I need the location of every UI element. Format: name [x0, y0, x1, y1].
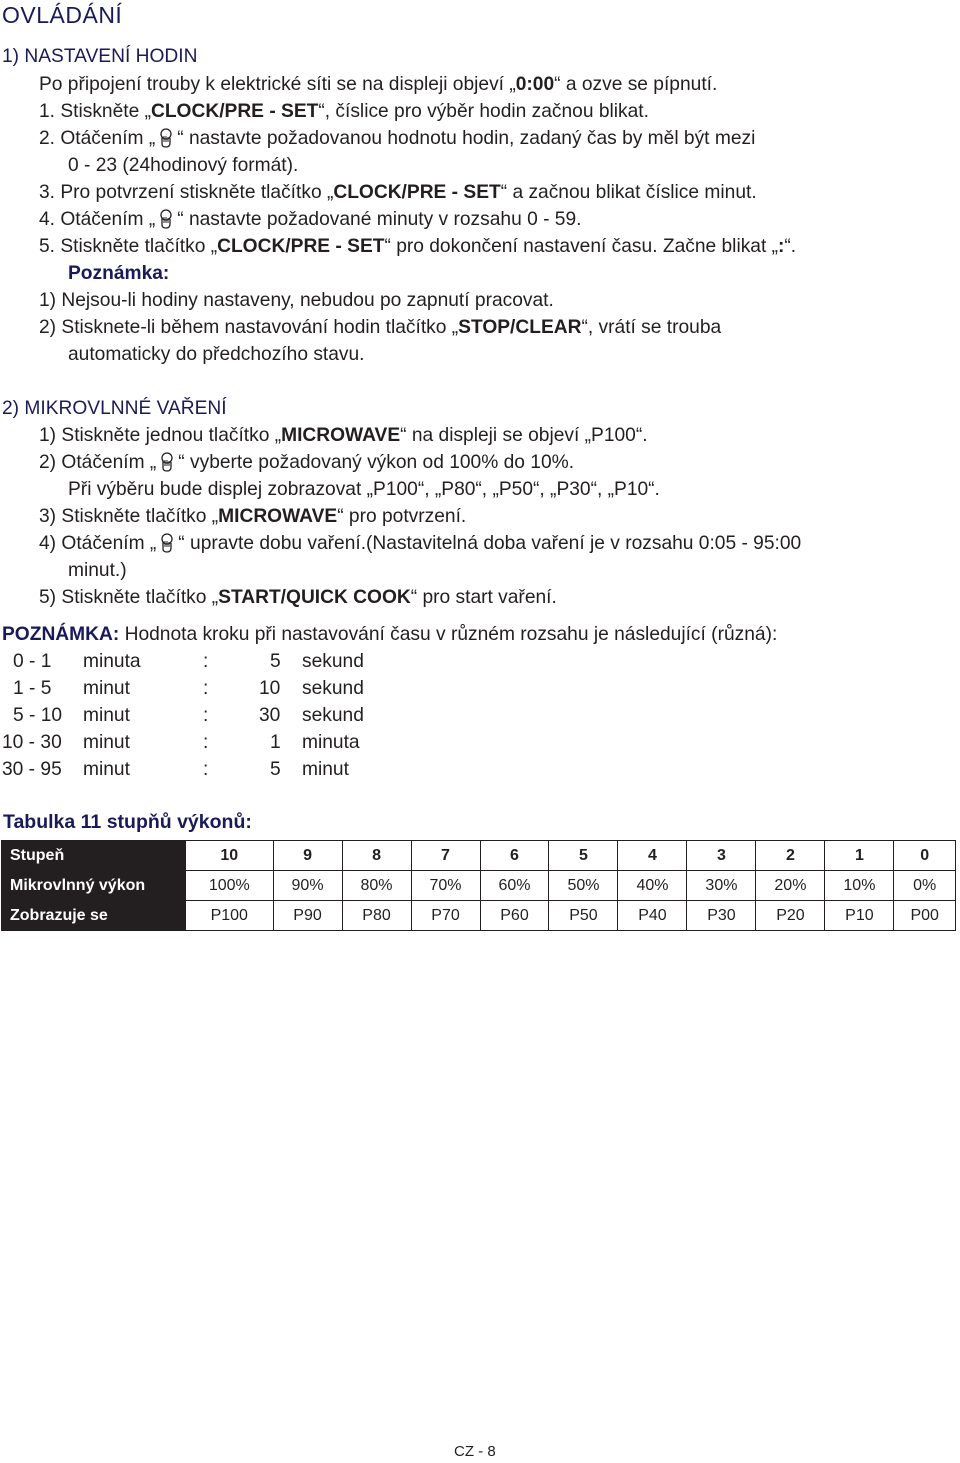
table-cell: 4: [618, 841, 687, 871]
table-cell: P10: [825, 901, 894, 931]
table-row: [2, 901, 956, 931]
section2-step5: 5) Stiskněte tlačítko „START/QUICK COOK“ pro start vaření.: [39, 587, 557, 608]
table-cell: 8: [342, 841, 411, 871]
table-cell: P30: [687, 901, 756, 931]
row-header: Mikrovlnný výkon: [2, 871, 186, 901]
step-row: 30 - 95 minut : 5 minut: [2, 759, 349, 780]
table-cell: P50: [549, 901, 618, 931]
table-cell: 5: [549, 841, 618, 871]
table-cell: 10: [186, 841, 274, 871]
table-cell: 2: [756, 841, 825, 871]
knob-hand-icon: [157, 128, 175, 148]
section2-step4: 4) Otáčením „ “ upravte dobu vaření.(Nastavitelná doba vaření je v rozsahu 0:05 - 95:00: [39, 533, 802, 554]
section1-note2-cont: automaticky do předchozího stavu.: [68, 344, 365, 365]
row-header: Zobrazuje se: [2, 901, 186, 931]
table-cell: 9: [273, 841, 342, 871]
power-table: [1, 840, 956, 931]
row-header: Stupeň: [2, 841, 186, 871]
section1-heading: 1) NASTAVENÍ HODIN: [2, 46, 198, 67]
section1-note2: 2) Stisknete-li během nastavování hodin tlačítko „STOP/CLEAR“, vrátí se trouba: [39, 317, 722, 338]
table-row: [2, 871, 956, 901]
table-cell: P100: [186, 901, 274, 931]
table-cell: 20%: [756, 871, 825, 901]
section1-step2-cont: 0 - 23 (24hodinový formát).: [68, 155, 299, 176]
section1-step3: 3. Pro potvrzení stiskněte tlačítko „CLOCK/PRE - SET“ a začnou blikat číslice minut.: [39, 182, 757, 203]
table-cell: P80: [342, 901, 411, 931]
table-cell: 90%: [273, 871, 342, 901]
table-cell: 60%: [480, 871, 549, 901]
table-cell: 30%: [687, 871, 756, 901]
step-row: 10 - 30 minut : 1 minuta: [2, 732, 360, 753]
section2-step2-cont: Při výběru bude displej zobrazovat „P100“, „P80“, „P50“, „P30“, „P10“.: [68, 479, 660, 500]
step-row: 1 - 5 minut : 10 sekund: [13, 678, 364, 699]
section2-heading: 2) MIKROVLNNÉ VAŘENÍ: [2, 398, 227, 419]
table-cell: 0: [894, 841, 956, 871]
knob-hand-icon: [157, 209, 175, 229]
step-row: 5 - 10 minut : 30 sekund: [13, 705, 364, 726]
power-table-title: Tabulka 11 stupňů výkonů:: [3, 811, 252, 833]
section2-step3: 3) Stiskněte tlačítko „MICROWAVE“ pro potvrzení.: [39, 506, 467, 527]
step-row: 0 - 1 minuta : 5 sekund: [13, 651, 364, 672]
section1-step5: 5. Stiskněte tlačítko „CLOCK/PRE - SET“ pro dokončení nastavení času. Začne blikat „:“.: [39, 236, 797, 257]
section1-step4: 4. Otáčením „ “ nastavte požadované minuty v rozsahu 0 - 59.: [39, 209, 582, 230]
table-row: [2, 841, 956, 871]
knob-hand-icon: [158, 452, 176, 472]
table-cell: P20: [756, 901, 825, 931]
page-title: OVLÁDÁNÍ: [2, 2, 123, 28]
section1-note-label: Poznámka:: [68, 263, 170, 284]
table-cell: 50%: [549, 871, 618, 901]
table-cell: 10%: [825, 871, 894, 901]
section1-note1: 1) Nejsou-li hodiny nastaveny, nebudou po zapnutí pracovat.: [39, 290, 554, 311]
table-cell: 3: [687, 841, 756, 871]
knob-hand-icon: [158, 533, 176, 553]
section2-step1: 1) Stiskněte jednou tlačítko „MICROWAVE“ na displeji se objeví „P100“.: [39, 425, 648, 446]
page-footer: CZ - 8: [454, 1443, 496, 1460]
table-cell: P60: [480, 901, 549, 931]
table-cell: P00: [894, 901, 956, 931]
section1-intro: Po připojení trouby k elektrické síti se na displeji objeví „0:00“ a ozve se pípnutí.: [39, 74, 718, 95]
table-cell: 40%: [618, 871, 687, 901]
table-cell: P70: [411, 901, 480, 931]
table-cell: 1: [825, 841, 894, 871]
table-cell: 6: [480, 841, 549, 871]
table-cell: P90: [273, 901, 342, 931]
section2-step2: 2) Otáčením „ “ vyberte požadovaný výkon od 100% do 10%.: [39, 452, 575, 473]
table-cell: P40: [618, 901, 687, 931]
section1-step1: 1. Stiskněte „CLOCK/PRE - SET“, číslice pro výběr hodin začnou blikat.: [39, 101, 649, 122]
table-cell: 0%: [894, 871, 956, 901]
table-cell: 7: [411, 841, 480, 871]
section1-step2: 2. Otáčením „ “ nastavte požadovanou hodnotu hodin, zadaný čas by měl být mezi: [39, 128, 756, 149]
table-cell: 80%: [342, 871, 411, 901]
section2-step4-cont: minut.): [68, 560, 127, 581]
table-cell: 100%: [186, 871, 274, 901]
table-cell: 70%: [411, 871, 480, 901]
step-note: POZNÁMKA: Hodnota kroku při nastavování času v různém rozsahu je následující (různá):: [2, 624, 778, 645]
